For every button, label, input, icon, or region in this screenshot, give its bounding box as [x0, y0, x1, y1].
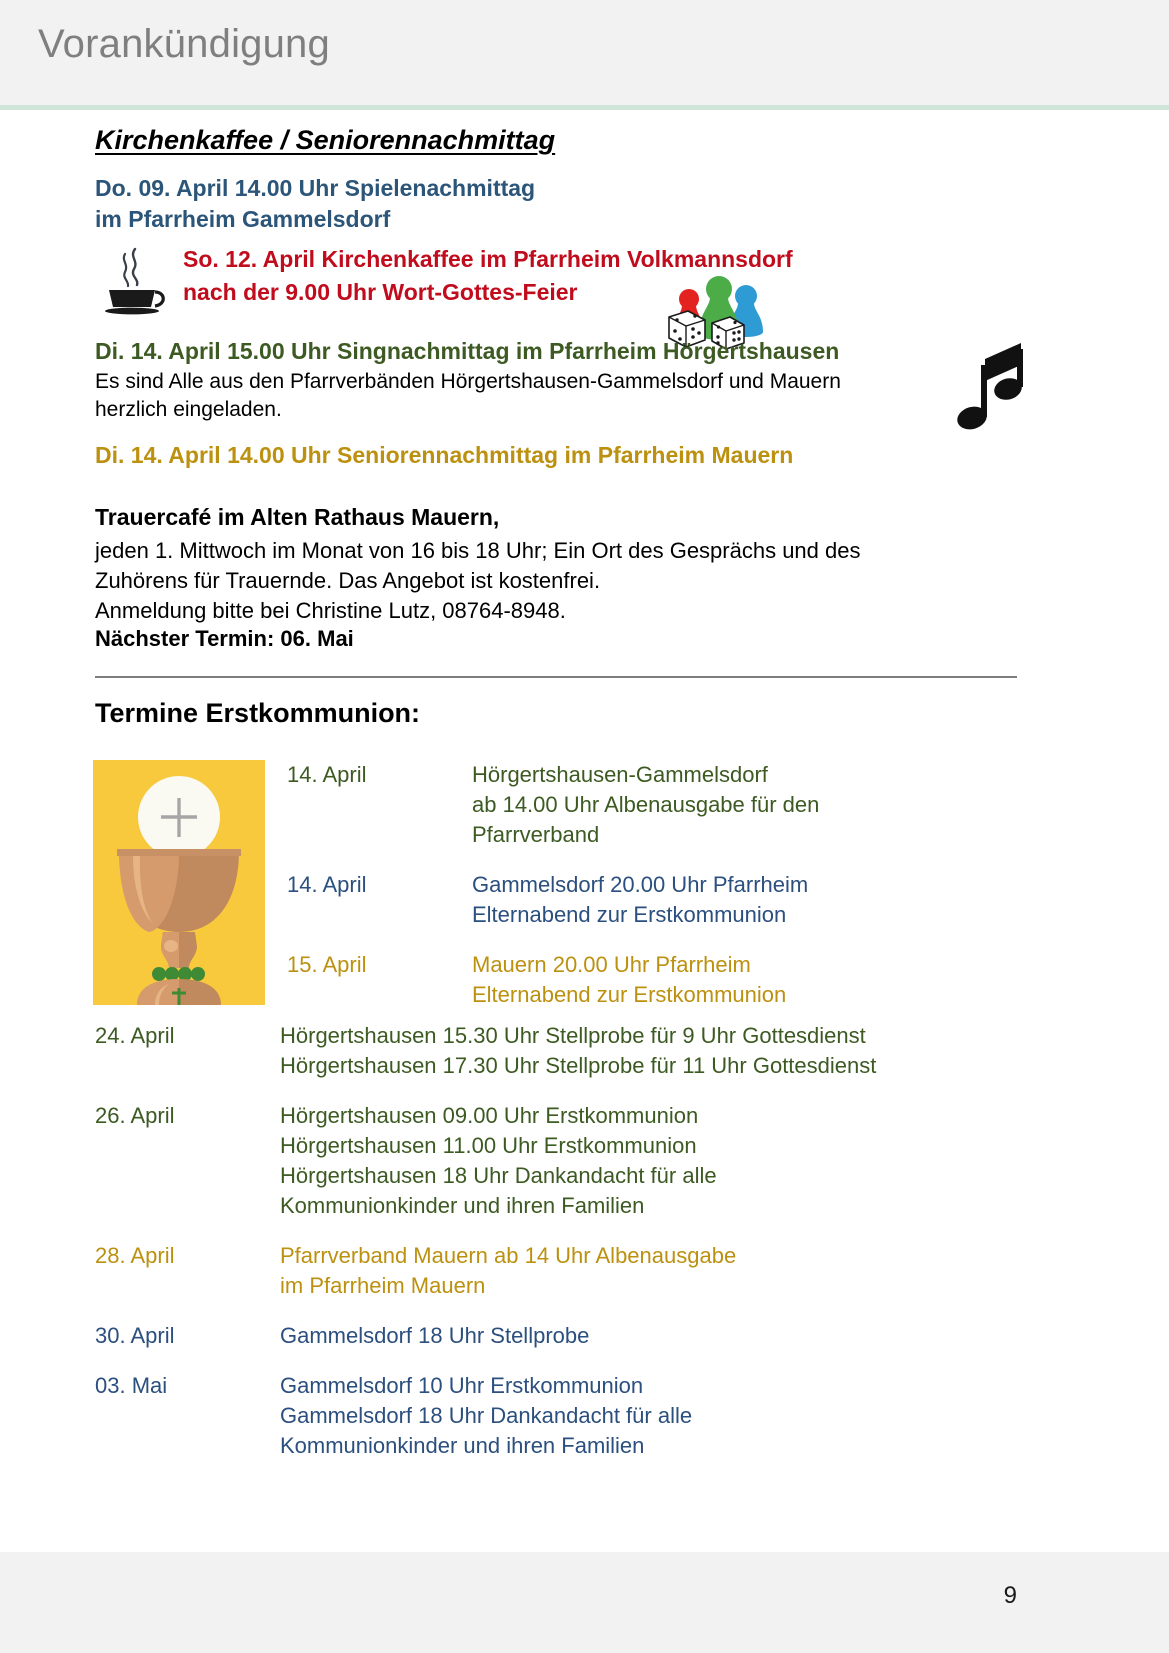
row-text — [280, 1241, 1045, 1301]
section-heading: Kirchenkaffee / Seniorennachmittag — [95, 125, 556, 155]
row-text-line: Hörgertshausen 15.30 Uhr Stellprobe für 9 Uhr Gottesdienst — [280, 1023, 866, 1048]
page-header — [0, 0, 1169, 110]
row-text-line: Hörgertshausen 11.00 Uhr Erstkommunion — [280, 1133, 697, 1158]
event-seniorennachmittag-heading: Di. 14. April 14.00 Uhr Seniorennachmittag im Pfarrheim Mauern — [95, 442, 794, 468]
row-text-line: Gammelsdorf 10 Uhr Erstkommunion — [280, 1373, 644, 1398]
termine-erstkommunion-title: Termine Erstkommunion: — [95, 698, 421, 728]
event-singnachmittag-body-line1: Es sind Alle aus den Pfarrverbänden Hörgertshausen-Gammelsdorf und Mauern — [95, 370, 841, 393]
row-text — [472, 950, 1047, 1010]
table-row — [287, 760, 1047, 850]
row-date: 03. Mai — [95, 1373, 168, 1398]
coffee-cup-icon — [101, 245, 173, 315]
table-row — [95, 1321, 1045, 1351]
trauercafe-next-date: Nächster Termin: 06. Mai — [95, 626, 354, 651]
table-row — [287, 950, 1047, 1010]
table-row — [95, 1241, 1045, 1301]
section-divider — [95, 676, 1017, 678]
row-text — [280, 1021, 1045, 1081]
row-date: 15. April — [287, 952, 367, 977]
row-text-line: Kommunionkinder und ihren Familien — [280, 1433, 645, 1458]
event-singnachmittag-body-line2: herzlich eingeladen. — [95, 398, 282, 421]
row-text-line: Hörgertshausen 09.00 Uhr Erstkommunion — [280, 1103, 699, 1128]
row-text — [472, 870, 1047, 930]
table-row — [95, 1101, 1045, 1221]
row-date: 28. April — [95, 1243, 175, 1268]
row-text-line: Hörgertshausen 18 Uhr Dankandacht für alle — [280, 1163, 717, 1188]
row-text-line: Hörgertshausen 17.30 Uhr Stellprobe für 11 Uhr Gottesdienst — [280, 1053, 877, 1078]
event-singnachmittag-body — [95, 368, 841, 424]
trauercafe-body-line3: Anmeldung bitte bei Christine Lutz, 08764-8948. — [95, 598, 566, 623]
event-spielenachmittag — [95, 173, 535, 235]
row-text-line: Gammelsdorf 18 Uhr Stellprobe — [280, 1323, 590, 1348]
trauercafe-body-line2: Zuhörens für Trauernde. Das Angebot ist kostenfrei. — [95, 568, 601, 593]
page-footer — [0, 1552, 1169, 1653]
music-note-icon — [945, 335, 1035, 435]
termine-rows-indented — [287, 760, 1047, 1030]
termine-rows-full — [95, 1021, 1045, 1481]
event-kirchenkaffee-line1: So. 12. April Kirchenkaffee im Pfarrheim Volkmannsdorf — [183, 246, 793, 272]
row-text-line: im Pfarrheim Mauern — [280, 1273, 486, 1298]
row-date: 30. April — [95, 1323, 175, 1348]
table-row — [287, 870, 1047, 930]
row-text-line: ab 14.00 Uhr Albenausgabe für den — [472, 792, 820, 817]
trauercafe-body — [95, 536, 861, 626]
row-text-line: Hörgertshausen-Gammelsdorf — [472, 762, 768, 787]
row-text-line: Pfarrverband Mauern ab 14 Uhr Albenausgabe — [280, 1243, 737, 1268]
row-text-line: Elternabend zur Erstkommunion — [472, 982, 787, 1007]
event-singnachmittag-heading: Di. 14. April 15.00 Uhr Singnachmittag im Pfarrheim Hörgertshausen — [95, 338, 840, 364]
row-text-line: Gammelsdorf 18 Uhr Dankandacht für alle — [280, 1403, 693, 1428]
table-row — [95, 1371, 1045, 1461]
event-spielenachmittag-line2: im Pfarrheim Gammelsdorf — [95, 206, 391, 232]
row-date: 24. April — [95, 1023, 175, 1048]
row-text — [472, 760, 1047, 850]
row-text-line: Gammelsdorf 20.00 Uhr Pfarrheim — [472, 872, 809, 897]
row-text-line: Pfarrverband — [472, 822, 600, 847]
trauercafe-title: Trauercafé im Alten Rathaus Mauern, — [95, 504, 500, 530]
row-text-line: Mauern 20.00 Uhr Pfarrheim — [472, 952, 751, 977]
event-spielenachmittag-line1: Do. 09. April 14.00 Uhr Spielenachmittag — [95, 175, 536, 201]
row-text-line: Kommunionkinder und ihren Familien — [280, 1193, 645, 1218]
page-number: 9 — [1003, 1582, 1017, 1609]
trauercafe-body-line1: jeden 1. Mittwoch im Monat von 16 bis 18 Uhr; Ein Ort des Gesprächs und des — [95, 538, 861, 563]
row-date: 14. April — [287, 762, 367, 787]
row-date: 26. April — [95, 1103, 175, 1128]
chalice-host-icon — [93, 760, 265, 1005]
row-text — [280, 1321, 1045, 1351]
table-row — [95, 1021, 1045, 1081]
page-title: Vorankündigung — [38, 22, 330, 66]
row-text — [280, 1371, 1045, 1461]
row-text — [280, 1101, 1045, 1221]
event-kirchenkaffee-line2: nach der 9.00 Uhr Wort-Gottes-Feier — [183, 279, 578, 305]
event-kirchenkaffee-text — [183, 243, 793, 309]
row-date: 14. April — [287, 872, 367, 897]
row-text-line: Elternabend zur Erstkommunion — [472, 902, 787, 927]
